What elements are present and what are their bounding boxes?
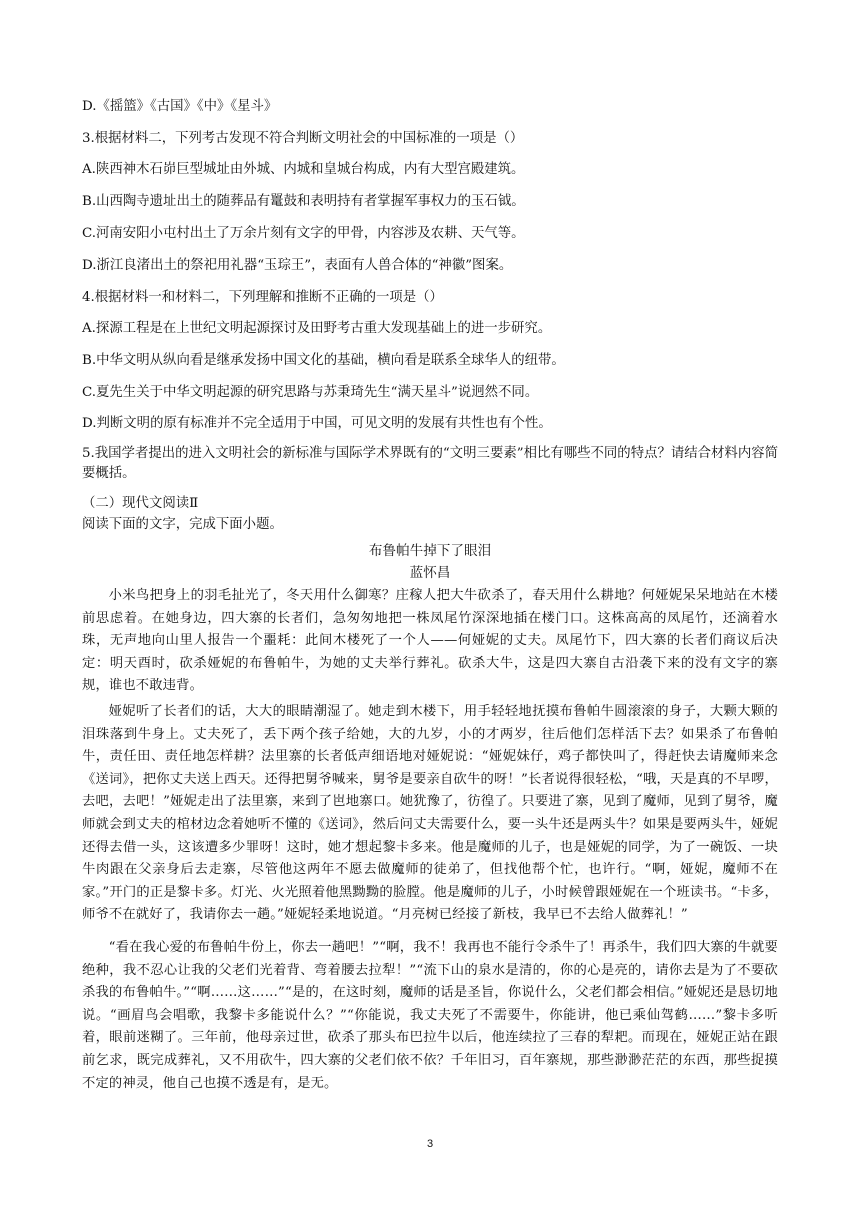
q4-option-c: C.夏先生关于中华文明起源的研究思路与苏秉琦先生“满天星斗”说迥然不同。 [82,385,539,400]
q4-option-a: A.探源工程是在上世纪文明起源探讨及田野考古重大发现基础上的进一步研究。 [82,321,552,336]
page-number: 3 [426,1138,434,1150]
q3-option-d: D.浙江良渚出土的祭祀用礼器“玉琮王”，表面有人兽合体的“神徽”图案。 [82,258,513,273]
passage-author: 蓝怀昌 [409,565,451,581]
passage-paragraph-3: “看在我心爱的布鲁帕牛份上，你去一趟吧！”“啊，我不！我再也不能行令杀牛了！再杀牛，我们四大寨的牛就要绝种，我不忍心让我的父老们光着背、弯着腰去拉犁！”“流下山的泉水是清的，你的心是亮的，请你去是为了不要砍杀我的布鲁帕牛。”“啊……这……”“是的，在这时刻，魔师的话是圣旨，你说什么，父老们都会相信。”娅妮还是恳切地说。“画眉鸟会唱歌，我黎卡多能说什么？”“你能说，我丈夫死了不需要牛，你能讲，他已乘仙驾鹤……”黎卡多听着，眼前迷糊了。三年前，他母亲过世，砍杀了那头布巴拉牛以后，他连续拉了三春的犁耙。而现在，娅妮正站在跟前乞求，既完成葬礼，又不用砍牛，四大寨的父老们依不依？千年旧习，百年寨规，那些渺渺茫茫的东西，那些捉摸不定的神灵，他自己也摸不透是有，是无。 [82,940,778,1091]
q5-stem: 5.我国学者提出的进入文明社会的新标准与国际学术界既有的“文明三要素”相比有哪些不同的特点？请结合材料内容简要概括。 [82,446,778,481]
q4-stem: 4.根据材料一和材料二，下列理解和推断不正确的一项是（） [82,290,443,305]
q4-option-b: B.中华文明从纵向看是继承发扬中国文化的基础，横向看是联系全球华人的纽带。 [82,353,565,368]
q4-option-d: D.判断文明的原有标准并不完全适用于中国，可见文明的发展有共性也有个性。 [82,416,552,431]
q2-option-d: D.《摇篮》《古国》《中》《星斗》 [82,99,278,114]
q3-option-a: A.陕西神木石峁巨型城址由外城、内城和皇城台构成，内有大型宫殿建筑。 [82,162,525,177]
q3-option-c: C.河南安阳小屯村出土了万余片刻有文字的甲骨，内容涉及农耕、天气等。 [82,226,525,241]
section-heading: （二）现代文阅读Ⅱ [82,496,199,511]
passage-paragraph-1: 小米鸟把身上的羽毛扯光了，冬天用什么御寒？庄稼人把大牛砍杀了，春天用什么耕地？何娅妮呆呆地站在木楼前思虑着。在她身边，四大寨的长者们，急匆匆地把一株凤尾竹深深地插在楼门口。这株高高的凤尾竹，还滴着水珠，无声地向山里人报告一个噩耗：此间木楼死了一个人——何娅妮的丈夫。凤尾竹下，四大寨的长者们商议后决定：明天酉时，砍杀娅妮的布鲁帕牛，为她的丈夫举行葬礼。砍杀大牛，这是四大寨自古沿袭下来的没有文字的寨规，谁也不敢违背。 [82,588,778,694]
section-instruction: 阅读下面的文字，完成下面小题。 [82,517,283,532]
passage-title: 布鲁帕牛掉下了眼泪 [368,543,492,559]
q3-stem: 3.根据材料二，下列考古发现不符合判断文明社会的中国标准的一项是（） [82,131,524,146]
q3-option-b: B.山西陶寺遗址出土的随葬品有鼍鼓和表明持有者掌握军事权力的玉石钺。 [82,194,525,209]
passage-paragraph-2: 娅妮听了长者们的话，大大的眼睛潮湿了。她走到木楼下，用手轻轻地抚摸布鲁帕牛圆滚滚的身子，大颗大颗的泪珠落到牛身上。丈夫死了，丢下两个孩子给她，大的九岁，小的才两岁，往后他们怎样活下去？如果杀了布鲁帕牛，责任田、责任地怎样耕？法里寨的长者低声细语地对娅妮说：“娅妮妹仔，鸡子都快叫了，得赶快去请魔师来念《送词》，把你丈夫送上西天。还得把舅爷喊来，舅爷是要亲自砍牛的呀！”长者说得很轻松，“哦，天是真的不早啰，去吧，去吧！”娅妮走出了法里寨，来到了岜地寨口。她犹豫了，彷徨了。只要进了寨，见到了魔师，见到了舅爷，魔师就会到丈夫的棺材边念着她听不懂的《送词》，然后问丈夫需要什么，要一头牛还是两头牛？如果是要两头牛，娅妮还得去借一头，这该遭多少罪呀！这时，她才想起黎卡多来。他是魔师的儿子，也是娅妮的同学，为了一碗饭、一块牛肉跟在父亲身后去走寨，尽管他这两年不愿去做魔师的徒弟了，但找他帮个忙，也许行。“啊，娅妮，魔师不在家。”开门的正是黎卡多。灯光、火光照着他黑黝黝的脸膛。他是魔师的儿子，小时候曾跟娅妮在一个班读书。“卡多，师爷不在就好了，我请你去一趟。”娅妮轻柔地说道。“月亮树已经接了新枝，我早已不去给人做葬礼！” [82,704,778,923]
